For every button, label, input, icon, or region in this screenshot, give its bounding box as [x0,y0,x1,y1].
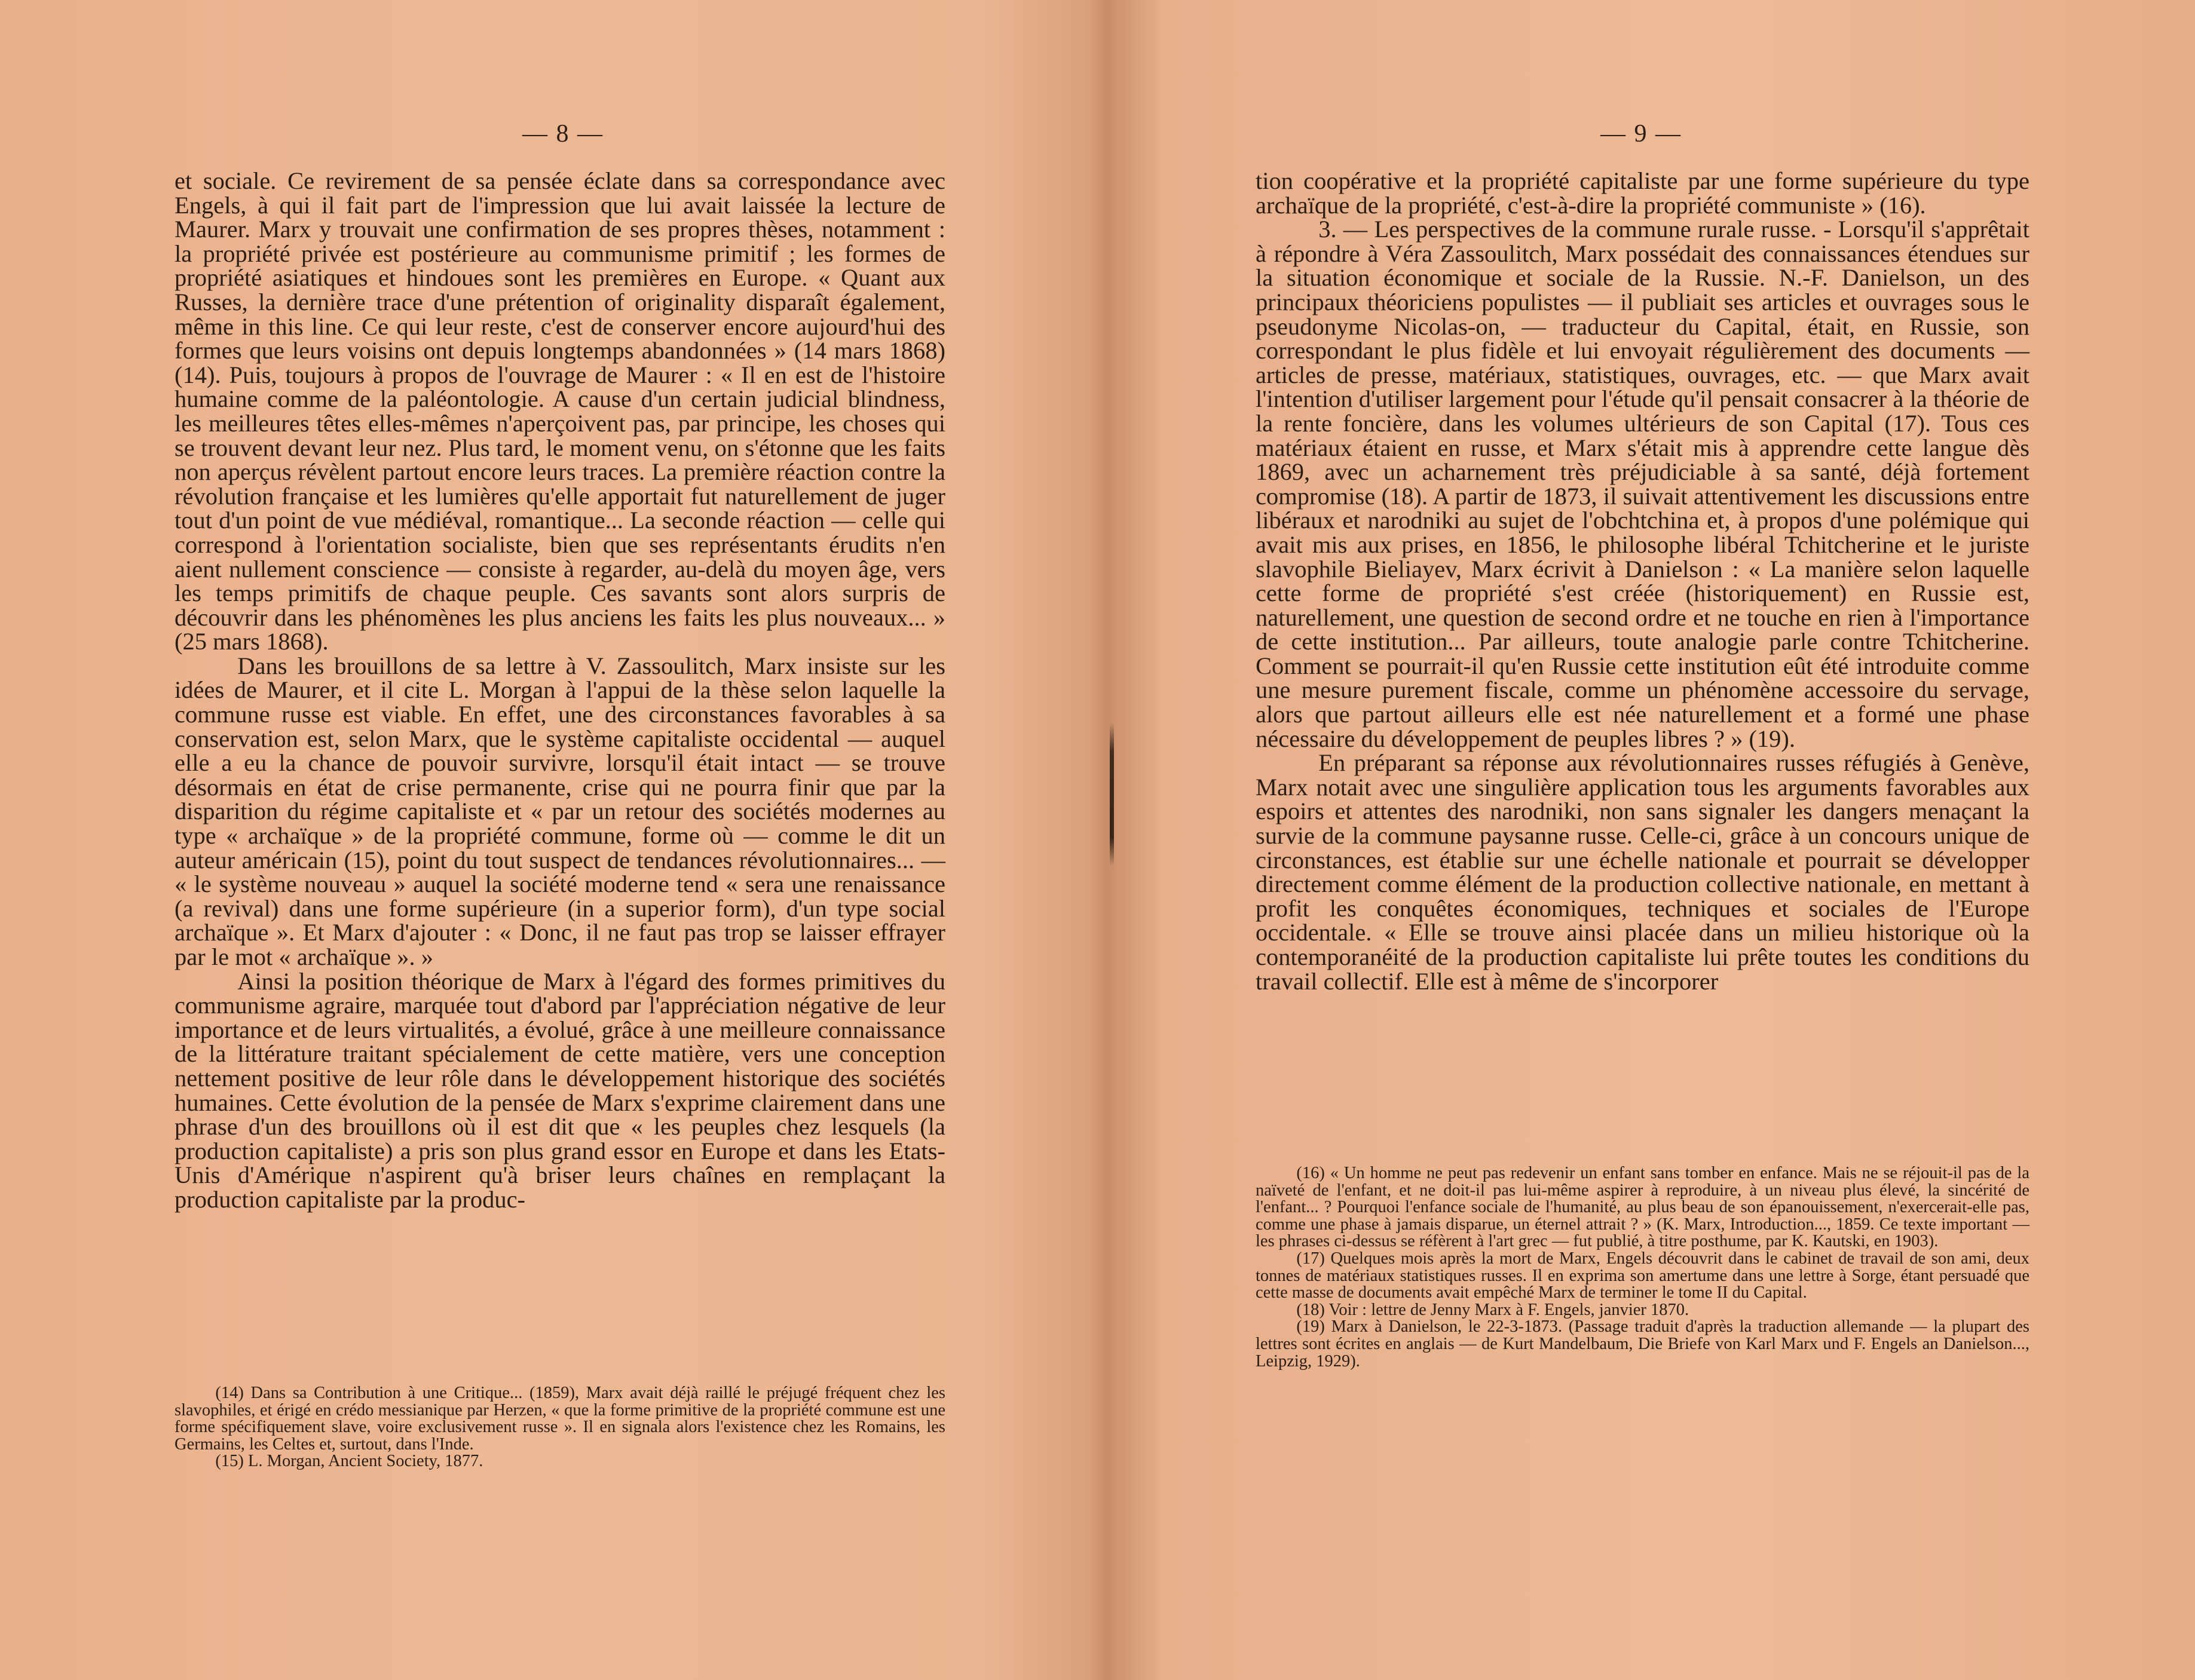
footnote: (18) Voir : lettre de Jenny Marx à F. Engels, janvier 1870. [1296,1300,1689,1319]
paragraph: et sociale. Ce revirement de sa pensée éclate dans sa correspondance avec Engels, à qui il fait part de l'impression que lui avait laissée la lecture de Maurer. Marx y trouvait une confirmation de ses propres thèses, notamment : la propriété privée est postérieure au communisme primitif ; les formes de propriété asiatiques et hindoues sont les premières en Europe. « Quant aux Russes, la dernière trace d'une prétention of originality disparaît également, même in this line. Ce qui leur reste, c'est de conserver encore aujourd'hui des formes que leurs voisins ont depuis longtemps abandonnées » (14 mars 1868) (14). Puis, toujours à propos de l'ouvrage de Maurer : « Il en est de l'histoire humaine comme de la paléontologie. A cause d'un certain judicial blindness, les meilleures têtes elles-mêmes n'aperçoivent pas, par principe, les choses qui se trouvent devant leur nez. Plus tard, le moment venu, on s'étonne que les faits non aperçus révèlent partout encore leurs traces. La première réaction contre la révolution française et les lumières qu'elle apportait fut naturellement de juger tout d'un point de vue médiéval, romantique... La seconde réaction — celle qui correspond à l'orientation socialiste, bien que ses représentants érudits n'en aient nullement conscience — consiste à regarder, au-delà du moyen âge, vers les temps primitifs de chaque peuple. Ces savants sont alors surpris de découvrir dans les phénomènes les plus anciens les faits les plus nouveaux... » (25 mars 1868). [175,167,945,655]
footnotes [175,1385,945,1470]
footnote: (19) Marx à Danielson, le 22-3-1873. (Passage traduit d'après la traduction allemande — la plupart des lettres sont écrites en anglais — de Kurt Mandelbaum, Die Briefe von Karl Marx und F. Engels an Danielson..., Leipzig, 1929). [1256,1317,2029,1371]
paragraph: 3. — Les perspectives de la commune rurale russe. - Lorsqu'il s'apprêtait à répondre à Véra Zassoulitch, Marx possédait des connaissances étendues sur la situation économique et sociale de la Russie. N.-F. Danielson, un des principaux théoriciens populistes — il publiait ses articles et ouvrages sous le pseudonyme Nicolas-on, — traducteur du Capital, était, en Russie, son correspondant le plus fidèle et lui envoyait régulièrement des documents — articles de presse, matériaux, statistiques, ouvrages, etc. — que Marx avait l'intention d'utiliser largement pour l'étude qu'il pensait consacrer à la théorie de la rente foncière, dans les volumes ultérieurs de son Capital (17). Tous ces matériaux étaient en russe, et Marx s'était mis à apprendre cette langue dès 1869, avec un acharnement très préjudiciable à sa santé, déjà fortement compromise (18). A partir de 1873, il suivait attentivement les discussions entre libéraux et narodniki au sujet de l'obchtchina et, à propos d'une polémique qui avait mis aux prises, en 1856, le philosophe libéral Tchitcherine et le juriste slavophile Bieliayev, Marx écrivit à Danielson : « La manière selon laquelle cette forme de propriété s'est créée (historiquement) en Russie est, naturellement, une question de second ordre et ne touche en rien à l'importance de cette institution... Par ailleurs, toute analogie parle contre Tchitcherine. Comment se pourrait-il qu'en Russie cette institution eût été introduite comme une mesure purement fiscale, comme un phénomène accessoire du servage, alors que partout ailleurs elle est née naturellement et a formé une phase nécessaire du développement de peuples libres ? » (19). [1256,216,2029,752]
left-page [0,0,1097,1680]
footnote: (14) Dans sa Contribution à une Critique... (1859), Marx avait déjà raillé le préjugé fréquent chez les slavophiles, et érigé en crédo messianique par Herzen, « que la forme primitive de la propriété commune est une forme spécifiquement slave, voire exclusivement russe ». Il en signala alors l'existence chez les Romains, les Germains, les Celtes et, surtout, dans l'Inde. [175,1384,945,1454]
footnote: (15) L. Morgan, Ancient Society, 1877. [215,1452,483,1471]
paragraph: Dans les brouillons de sa lettre à V. Zassoulitch, Marx insiste sur les idées de Maurer, et il cite L. Morgan à l'appui de la thèse selon laquelle la commune russe est viable. En effet, une des circonstances favorables à sa conservation est, selon Marx, que le système capitaliste occidental — auquel elle a eu la chance de pouvoir survivre, lorsqu'il était intact — se trouve désormais en état de crise permanente, crise qui ne pourra finir que par la disparition du régime capitaliste et « par un retour des sociétés modernes au type « archaïque » de la propriété commune, forme où — comme le dit un auteur américain (15), point du tout suspect de tendances révolutionnaires... — « le système nouveau » auquel la société moderne tend « sera une renaissance (a revival) dans une forme supérieure (in a superior form), d'un type social archaïque ». Et Marx d'ajouter : « Donc, il ne faut pas trop se laisser effrayer par le mot « archaïque ». » [175,652,945,970]
right-page [1097,0,2195,1680]
body-text [1256,169,2029,994]
footnote: (17) Quelques mois après la mort de Marx, Engels découvrit dans le cabinet de travail de son ami, deux tonnes de matériaux statistiques russes. Il en exprima son amertume dans une lettre à Sorge, étant persuadé que cette masse de documents avait empêché Marx de terminer le tome II du Capital. [1256,1249,2029,1302]
paragraph: En préparant sa réponse aux révolutionnaires russes réfugiés à Genève, Marx notait avec une singulière application tous les arguments favorables aux espoirs et attentes des narodniki, non sans signaler les dangers menaçant la survie de la commune paysanne russe. Celle-ci, grâce à un concours unique de circonstances, est établie sur une échelle nationale et pourrait se développer directement comme élément de la production collective nationale, en mettant à profit les conquêtes économiques, techniques et sociales de l'Europe occidentale. « Elle se trouve ainsi placée dans un milieu historique où la contemporanéité de la production capitaliste lui prête toutes les conditions du travail collectif. Elle est à même de s'incorporer [1256,749,2029,995]
page-number: — 8 — [522,120,604,148]
paragraph: tion coopérative et la propriété capitaliste par une forme supérieure du type archaïque de la propriété, c'est-à-dire la propriété communiste » (16). [1256,167,2029,219]
footnotes [1256,1165,2029,1370]
page-number: — 9 — [1600,120,1682,148]
body-text [175,169,945,1212]
footnote: (16) « Un homme ne peut pas redevenir un enfant sans tomber en enfance. Mais ne se réjouit-il pas de la naïveté de l'enfant, et ne doit-il pas lui-même aspirer à reproduire, à un niveau plus élevé, la sincérité de l'enfant... ? Pourquoi l'enfance sociale de l'humanité, au plus beau de son épanouissement, n'exercerait-elle pas, comme une phase à jamais disparue, un éternel attrait ? » (K. Marx, Introduction..., 1859. Ce texte important — les phrases ci-dessus se réfèrent à l'art grec — fut publié, à titre posthume, par K. Kautski, en 1903). [1256,1164,2029,1251]
paragraph: Ainsi la position théorique de Marx à l'égard des formes primitives du communisme agraire, marquée tout d'abord par l'appréciation négative de leur importance et de leurs virtualités, a évolué, grâce à une meilleure connaissance de la littérature traitant spécialement de cette matière, vers une conception nettement positive de leur rôle dans le développement historique des sociétés humaines. Cette évolution de la pensée de Marx s'exprime clairement dans une phrase d'un des brouillons où il est dit que « les peuples chez lesquels (la production capitaliste) a pris son plus grand essor en Europe et dans les Etats-Unis d'Amérique n'aspirent qu'à briser leurs chaînes en remplaçant la production capitaliste par la produc- [175,967,945,1213]
